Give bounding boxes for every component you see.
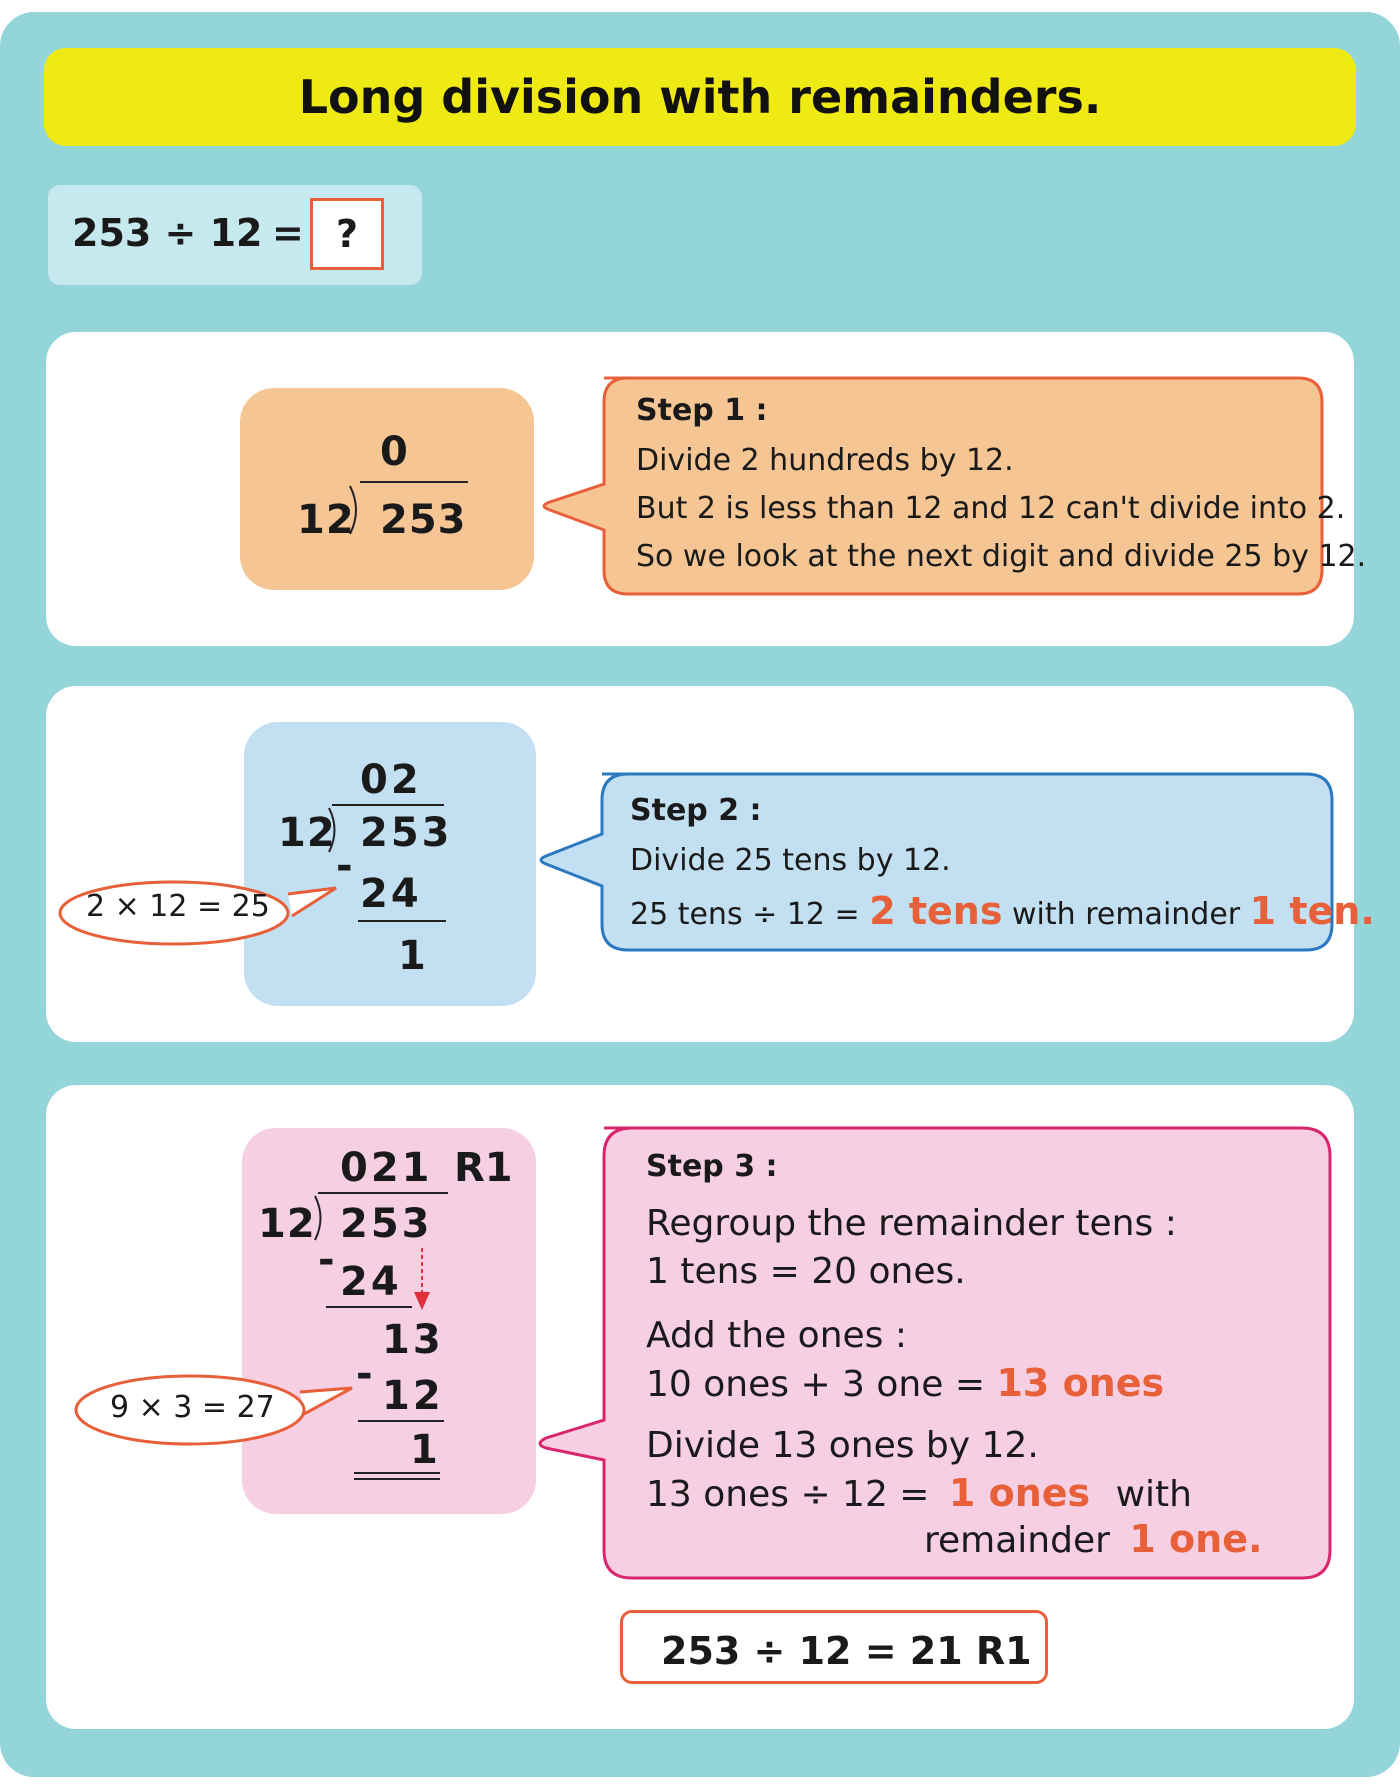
step3-add-line-2	[646, 1361, 1165, 1405]
step3-ones-highlight: 13 ones	[996, 1361, 1165, 1405]
step3-double-line-bottom	[354, 1478, 440, 1480]
step2-line-1: Divide 25 tens by 12.	[630, 843, 951, 878]
step3-bring-down: 13	[382, 1317, 444, 1363]
step1-division-bar	[360, 481, 468, 483]
step3-division-bar	[318, 1192, 448, 1194]
step3-divide-line-3	[924, 1517, 1263, 1561]
step3-final-remainder: 1	[410, 1427, 441, 1473]
step3-double-line-top	[354, 1472, 440, 1474]
step3-add-line-1: Add the ones :	[646, 1315, 907, 1356]
step1-line-1: Divide 2 hundreds by 12.	[636, 443, 1014, 478]
step1-divisor: 12	[297, 497, 355, 543]
step3-divide-line-2	[646, 1471, 1192, 1515]
step3-note-text: 9 × 3 = 27	[110, 1390, 275, 1425]
step3-quotient-highlight: 1 ones	[948, 1471, 1091, 1515]
step2-line-2-middle: with remainder	[1012, 897, 1241, 932]
step3-divide-with: with	[1115, 1474, 1192, 1515]
step3-divisor: 12	[258, 1201, 316, 1247]
step1-work-box	[240, 388, 534, 590]
step3-minus-sign-1: -	[318, 1237, 338, 1283]
step3-add-expression: 10 ones + 3 one =	[646, 1364, 985, 1405]
step1-line-2: But 2 is less than 12 and 12 can't divide into 2.	[636, 491, 1346, 526]
step2-remainder-highlight: 1 ten.	[1249, 889, 1375, 933]
step2-dividend: 253	[360, 810, 453, 856]
step1-dividend: 253	[380, 497, 467, 543]
step2-quotient-highlight: 2 tens	[869, 889, 1003, 933]
step2-heading: Step 2 :	[630, 793, 762, 828]
step3-divide-remainder-word: remainder	[924, 1520, 1110, 1561]
step3-remainder-highlight: 1 one.	[1129, 1517, 1263, 1561]
step3-heading: Step 3 :	[646, 1149, 778, 1184]
step1-line-3: So we look at the next digit and divide 25 by 12.	[636, 539, 1367, 574]
step2-minus-sign: -	[336, 843, 356, 889]
step2-division-bar	[332, 804, 444, 806]
problem-statement	[48, 185, 422, 285]
step3-remainder-label: R1	[454, 1145, 513, 1191]
step3-subtract-line-1	[326, 1306, 412, 1308]
step2-quotient: 02	[360, 757, 422, 803]
step3-minus-sign-2: -	[356, 1351, 376, 1397]
step2-subtract: 24	[360, 871, 422, 917]
problem-equals: =	[272, 211, 304, 255]
step2-remainder: 1	[398, 933, 429, 979]
step3-bring-down-arrow	[410, 1246, 434, 1314]
page-title: Long division with remainders.	[44, 48, 1356, 146]
step2-subtract-line	[358, 920, 446, 922]
final-answer: 253 ÷ 12 = 21 R1	[661, 1629, 1032, 1673]
step3-subtract-line-2	[358, 1420, 444, 1422]
step3-dividend: 253	[340, 1201, 433, 1247]
step3-subtract-1: 24	[340, 1259, 402, 1305]
step3-regroup-line-2: 1 tens = 20 ones.	[646, 1251, 966, 1292]
unknown-answer-box: ?	[310, 198, 384, 270]
problem-expression: 253 ÷ 12	[72, 211, 263, 255]
step3-subtract-2: 12	[382, 1373, 444, 1419]
step2-line-2-expression: 25 tens ÷ 12 =	[630, 897, 860, 932]
step1-quotient: 0	[380, 429, 411, 475]
step1-heading: Step 1 :	[636, 393, 768, 428]
step3-quotient: 021	[340, 1145, 433, 1191]
step2-line-2	[630, 889, 1375, 933]
step3-regroup-line-1: Regroup the remainder tens :	[646, 1203, 1177, 1244]
step3-divide-line-1: Divide 13 ones by 12.	[646, 1425, 1039, 1466]
step2-divisor: 12	[278, 810, 336, 856]
final-answer-box	[620, 1610, 1048, 1684]
step3-divide-expression: 13 ones ÷ 12 =	[646, 1474, 930, 1515]
step2-note-text: 2 × 12 = 25	[86, 889, 270, 924]
